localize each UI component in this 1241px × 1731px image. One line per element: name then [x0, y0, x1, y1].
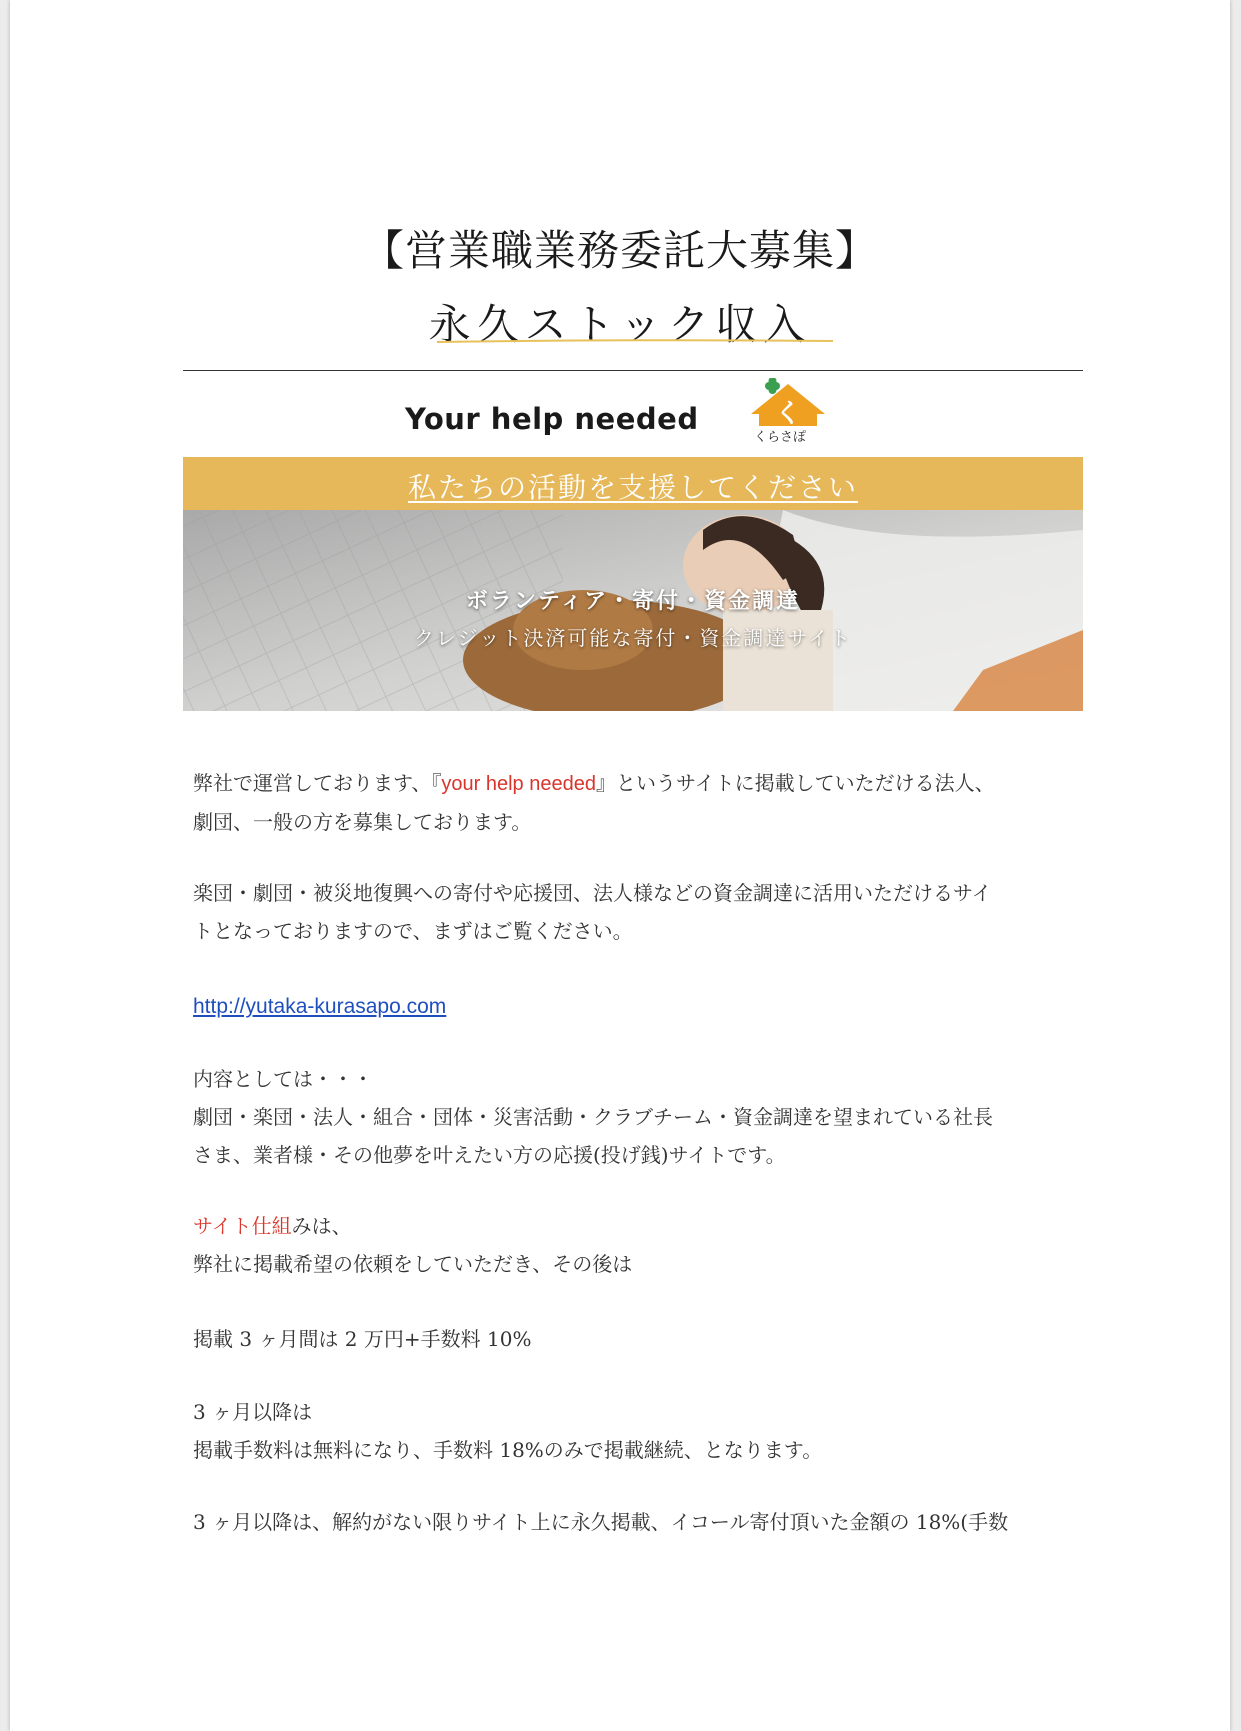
mechanism-line2: 弊社に掲載希望の依頼をしていただき、その後は [193, 1252, 633, 1276]
logo [395, 378, 835, 448]
logo-subtext: くらさぽ [753, 430, 806, 445]
content-line3: さま、業者様・その他夢を叶えたい方の応援(投げ銭)サイトです。 [193, 1143, 786, 1167]
intro-text-a: 弊社で運営しております、『 [193, 771, 442, 795]
paragraph-intro [193, 764, 1083, 841]
paragraph-fee [193, 1320, 1083, 1358]
document-page [10, 0, 1230, 1731]
fee-line: 掲載 3 ヶ月間は 2 万円+手数料 10% [193, 1327, 532, 1351]
paragraph-permanent [193, 1503, 1083, 1541]
site-url-link[interactable]: http://yutaka-kurasapo.com [193, 995, 447, 1018]
banner-heading: 私たちの活動を支援してください [407, 471, 858, 504]
svg-text:く: く [774, 399, 802, 429]
paragraph-after-3-months [193, 1393, 1083, 1469]
paragraph-link [193, 987, 1083, 1026]
banner-caption-2: クレジット決済可能な寄付・資金調達サイト [413, 626, 853, 650]
banner-heading-bar [183, 457, 1083, 510]
content-line1: 内容としては・・・ [193, 1067, 373, 1091]
purpose-line1: 楽団・劇団・被災地復興への寄付や応援団、法人様などの資金調達に活用いただけるサイ [193, 881, 992, 905]
document-title: 【営業職業務委託大募集】 [361, 226, 878, 275]
intro-text-b: 』というサイトに掲載していただける法人、 [595, 771, 995, 795]
banner-caption-1: ボランティア・寄付・資金調達 [465, 589, 801, 614]
after-line1: 3 ヶ月以降は [193, 1400, 313, 1424]
content-line2: 劇団・楽団・法人・組合・団体・災害活動・クラブチーム・資金調達を望まれている社長 [193, 1105, 993, 1129]
subtitle-underline [435, 338, 835, 344]
mechanism-text: みは、 [291, 1214, 352, 1238]
intro-text-line2: 劇団、一般の方を募集しております。 [193, 810, 532, 834]
banner-photo [183, 510, 1083, 711]
purpose-line2: トとなっておりますので、まずはご覧ください。 [193, 919, 633, 943]
paragraph-content [193, 1060, 1083, 1174]
mechanism-highlight: サイト仕組 [193, 1214, 292, 1238]
document-subtitle: 永久ストック収入 [428, 300, 812, 349]
after-line2: 掲載手数料は無料になり、手数料 18%のみで掲載継続、となります。 [193, 1438, 823, 1462]
permanent-line: 3 ヶ月以降は、解約がない限りサイト上に永久掲載、イコール寄付頂いた金額の 18%(手数 [193, 1510, 1009, 1534]
divider-line [183, 370, 1083, 371]
paragraph-purpose [193, 874, 1083, 950]
paragraph-mechanism [193, 1207, 1083, 1283]
site-name-highlight: your help needed [441, 773, 596, 795]
logo-text: Your help needed [405, 402, 699, 436]
